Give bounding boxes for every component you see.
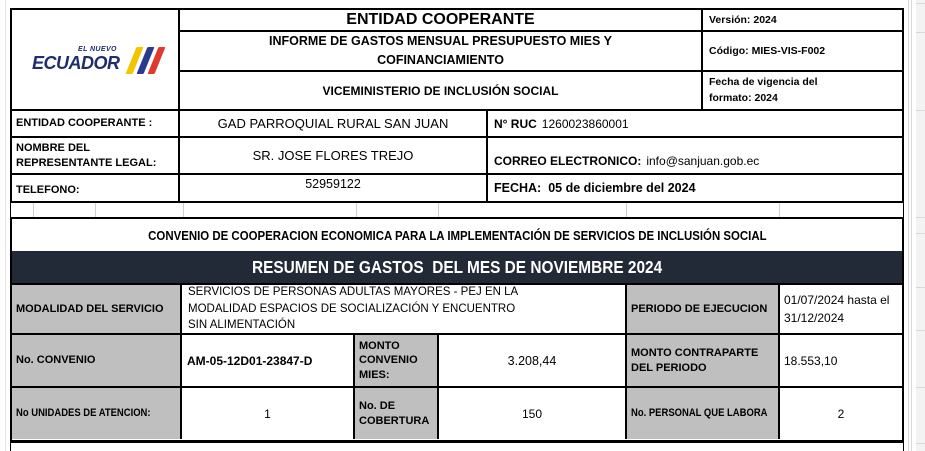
logo-tagline: EL NUEVO bbox=[78, 46, 117, 53]
code-cell bbox=[703, 32, 902, 72]
contraparte-label-cell bbox=[627, 335, 780, 388]
periodo-label-cell bbox=[627, 285, 780, 335]
email-value: info@sanjuan.gob.ec bbox=[646, 154, 760, 168]
phone-label: TELEFONO: bbox=[16, 183, 80, 196]
phone-label-cell bbox=[12, 175, 180, 201]
gridline bbox=[916, 110, 925, 111]
entity-info-section bbox=[10, 111, 904, 203]
sheet-gridline-right-2 bbox=[911, 0, 912, 451]
convenio-section bbox=[10, 217, 904, 285]
cobertura-value: 150 bbox=[521, 406, 543, 421]
monto-mies-value: 3.208,44 bbox=[507, 353, 557, 368]
validity-text: Fecha de vigencia del formato: 2024 bbox=[709, 76, 818, 104]
cobertura-label: No. DE COBERTURA bbox=[359, 400, 430, 427]
email-label: CORREO ELECTRONICO: bbox=[494, 154, 642, 168]
convenio-title-cell bbox=[12, 219, 902, 251]
validity-cell bbox=[703, 72, 902, 109]
entity-label: ENTIDAD COOPERANTE : bbox=[16, 117, 153, 130]
unidades-value-cell bbox=[182, 388, 355, 439]
contraparte-value-cell bbox=[780, 335, 902, 388]
resumen-banner bbox=[12, 251, 902, 283]
unidades-label-cell bbox=[12, 388, 182, 439]
ecuador-logo bbox=[32, 46, 160, 80]
ruc-value: 1260023860001 bbox=[541, 116, 629, 131]
gridline bbox=[916, 217, 925, 218]
gridline bbox=[916, 233, 925, 234]
sheet-margin-strip bbox=[916, 0, 925, 451]
entity-label-cell bbox=[12, 111, 180, 138]
personal-value: 2 bbox=[837, 406, 845, 421]
gridline bbox=[916, 387, 925, 388]
ruc-label: N° RUC bbox=[494, 116, 537, 131]
gridline bbox=[916, 32, 925, 33]
convenio-value-cell bbox=[182, 335, 355, 388]
phone-value-cell bbox=[180, 175, 488, 201]
monto-mies-label: MONTO CONVENIO MIES: bbox=[359, 340, 418, 381]
form-header-section bbox=[10, 8, 904, 111]
form-subtitle: INFORME DE GASTOS MENSUAL PRESUPUESTO MIES Y COFINANCIAMIENTO bbox=[269, 33, 612, 67]
unidades-value: 1 bbox=[264, 406, 271, 421]
gridline bbox=[916, 330, 925, 331]
flag-stripes-icon bbox=[127, 47, 160, 74]
form-title-cell bbox=[180, 10, 703, 32]
form-title: ENTIDAD COOPERANTE bbox=[346, 11, 535, 28]
date-cell bbox=[488, 175, 902, 201]
modalidad-value-cell bbox=[182, 285, 627, 335]
gridline bbox=[626, 203, 627, 217]
date-label: FECHA: bbox=[494, 181, 542, 195]
spacer-row bbox=[10, 203, 904, 217]
contraparte-value: 18.553,10 bbox=[784, 353, 838, 368]
gridline bbox=[95, 203, 96, 217]
version-cell bbox=[703, 10, 902, 32]
ruc-cell bbox=[488, 111, 902, 138]
gridline bbox=[779, 203, 780, 217]
form-subtitle-cell bbox=[180, 32, 703, 72]
representative-label-cell bbox=[12, 138, 180, 175]
personal-label-cell bbox=[627, 388, 780, 439]
personal-label: No. PERSONAL QUE LABORA bbox=[631, 407, 768, 420]
personal-value-cell bbox=[780, 388, 902, 439]
cobertura-value-cell bbox=[439, 388, 627, 439]
sheet-gridline-left bbox=[5, 0, 6, 451]
cobertura-label-cell bbox=[355, 388, 439, 439]
gridline bbox=[438, 203, 439, 217]
gridline bbox=[916, 443, 925, 444]
next-row-partial bbox=[10, 443, 904, 451]
modalidad-value: SERVICIOS DE PERSONAS ADULTAS MAYORES - PEJ EN LA MODALIDAD ESPACIOS DE SOCIALIZACIÓN Y ENCUENTRO SIN ALIMENTACIÓN bbox=[188, 286, 518, 332]
form-department: VICEMINISTERIO DE INCLUSIÓN SOCIAL bbox=[322, 83, 559, 98]
monto-mies-value-cell bbox=[439, 335, 627, 388]
periodo-value: 01/07/2024 hasta el 31/12/2024 bbox=[784, 293, 890, 325]
phone-value: 52959122 bbox=[305, 177, 361, 191]
modalidad-label-cell bbox=[12, 285, 182, 335]
monto-mies-label-cell bbox=[355, 335, 439, 388]
unidades-label: No UNIDADES DE ATENCION: bbox=[16, 407, 151, 420]
convenio-number-label: No. CONVENIO bbox=[16, 354, 96, 367]
representative-label: NOMBRE DEL REPRESENTANTE LEGAL: bbox=[16, 142, 157, 169]
code-text: Código: MIES-VIS-F002 bbox=[709, 45, 826, 57]
form-department-cell bbox=[180, 72, 703, 109]
convenio-title: CONVENIO DE COOPERACION ECONOMICA PARA LA IMPLEMENTACIÓN DE SERVICIOS DE INCLUSIÓN SOCIAL bbox=[147, 227, 767, 243]
gridline bbox=[916, 3, 925, 4]
gridline bbox=[183, 203, 184, 217]
convenio-number-value: AM-05-12D01-23847-D bbox=[187, 353, 313, 368]
entity-value-cell bbox=[180, 111, 488, 138]
version-text: Versión: 2024 bbox=[709, 14, 777, 26]
date-value: 05 de diciembre del 2024 bbox=[548, 181, 696, 195]
representative-value: SR. JOSE FLORES TREJO bbox=[252, 148, 414, 163]
modalidad-label: MODALIDAD DEL SERVICIO bbox=[16, 302, 164, 315]
resumen-banner-text: RESUMEN DE GASTOS DEL MES DE NOVIEMBRE 2024 bbox=[251, 256, 663, 277]
gridline bbox=[356, 203, 357, 217]
email-cell bbox=[488, 138, 902, 175]
sheet-gridline-right-1 bbox=[908, 0, 909, 451]
logo-cell bbox=[12, 10, 180, 109]
convenio-label-cell bbox=[12, 335, 182, 388]
summary-table bbox=[10, 285, 904, 443]
periodo-label: PERIODO DE EJECUCION bbox=[631, 302, 768, 315]
periodo-value-cell bbox=[780, 285, 902, 335]
contraparte-label: MONTO CONTRAPARTE DEL PERIODO bbox=[631, 347, 759, 374]
gridline bbox=[33, 203, 34, 217]
gridline bbox=[916, 287, 925, 288]
entity-value: GAD PARROQUIAL RURAL SAN JUAN bbox=[217, 116, 449, 131]
representative-value-cell bbox=[180, 138, 488, 175]
logo-wordmark: ECUADOR bbox=[32, 53, 120, 73]
